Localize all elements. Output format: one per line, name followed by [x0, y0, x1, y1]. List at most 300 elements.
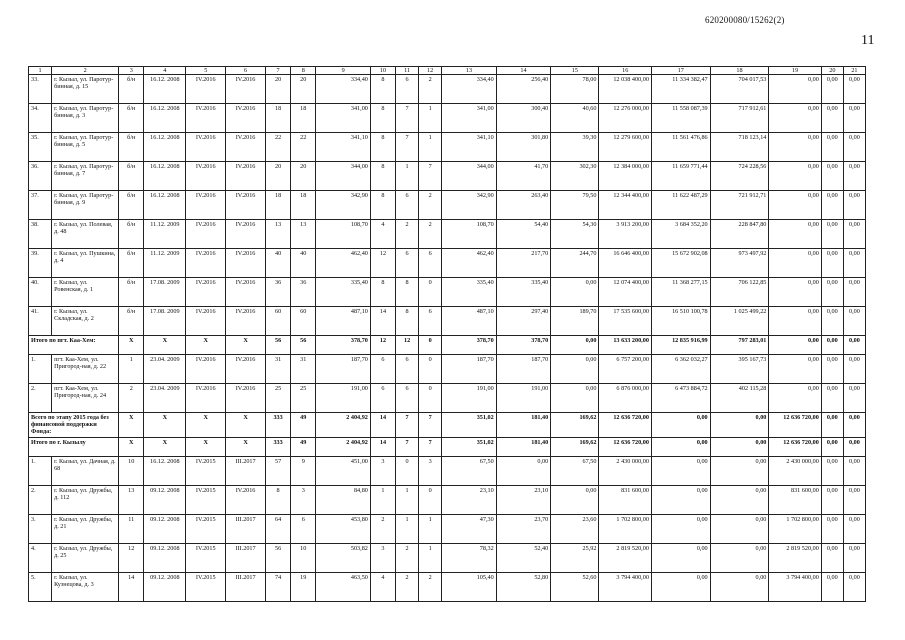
- table-cell: 12 384 000,00: [599, 162, 651, 191]
- table-cell: 191,00: [496, 384, 551, 413]
- table-cell: 18: [291, 191, 316, 220]
- table-cell: IV.2016: [186, 307, 226, 336]
- table-cell: пгт. Каа-Хем, ул. Пригород-ная, д. 22: [52, 355, 119, 384]
- table-cell: г. Кызыл, ул. Кузнецова, д. 3: [52, 572, 119, 601]
- table-cell: 40: [291, 249, 316, 278]
- table-cell: 302,30: [551, 162, 599, 191]
- table-cell: 503,82: [316, 543, 371, 572]
- table-cell: 0,00: [821, 249, 843, 278]
- table-cell: 0,00: [843, 104, 865, 133]
- table-cell: 4.: [29, 543, 52, 572]
- table-cell: 8: [396, 278, 419, 307]
- table-cell: 378,70: [442, 336, 497, 355]
- table-cell: 1: [396, 485, 419, 514]
- table-cell: 341,10: [442, 133, 497, 162]
- table-cell: 191,00: [442, 384, 497, 413]
- table-cell: 0,00: [821, 456, 843, 485]
- table-cell: 0,00: [769, 162, 821, 191]
- table-cell: 7: [396, 133, 419, 162]
- table-cell: IV.2016: [226, 307, 266, 336]
- table-cell: 79,50: [551, 191, 599, 220]
- table-cell: 0,00: [843, 514, 865, 543]
- table-cell: 0,00: [769, 278, 821, 307]
- table-cell: 11.12. 2009: [144, 220, 186, 249]
- table-cell: X: [119, 413, 144, 438]
- table-cell: г. Кызыл, ул. Дружбы, д. 25: [52, 543, 119, 572]
- table-cell: X: [119, 336, 144, 355]
- table-cell: 463,50: [316, 572, 371, 601]
- table-cell: 334,40: [316, 75, 371, 104]
- table-cell: 20: [266, 162, 291, 191]
- table-cell: 0,00: [843, 220, 865, 249]
- table-cell: IV.2016: [226, 162, 266, 191]
- table-cell: 1: [119, 355, 144, 384]
- table-cell: 187,70: [442, 355, 497, 384]
- table-cell: 12 074 400,00: [599, 278, 651, 307]
- table-cell: 11 558 087,39: [651, 104, 710, 133]
- table-cell: 23,60: [551, 514, 599, 543]
- table-cell: 6: [396, 384, 419, 413]
- table-cell: 1: [419, 133, 442, 162]
- table-cell: 1: [419, 514, 442, 543]
- table-cell: 52,80: [496, 572, 551, 601]
- table-cell: 0,00: [651, 514, 710, 543]
- table-cell: 462,40: [316, 249, 371, 278]
- table-cell: 10: [291, 543, 316, 572]
- total-row: [29, 336, 866, 355]
- table-cell: 12 835 916,99: [651, 336, 710, 355]
- table-cell: 8: [370, 162, 395, 191]
- table-cell: 23,10: [442, 485, 497, 514]
- table-cell: г. Кызыл, ул. Паротур-бинная, д. 15: [52, 75, 119, 104]
- table-cell: 74: [266, 572, 291, 601]
- table-cell: IV.2016: [226, 278, 266, 307]
- table-cell: 244,70: [551, 249, 599, 278]
- table-cell: 2 819 520,00: [769, 543, 821, 572]
- table-cell: 341,00: [442, 104, 497, 133]
- table-cell: 0,00: [651, 485, 710, 514]
- table-cell: 718 123,14: [710, 133, 769, 162]
- table-cell: X: [144, 437, 186, 456]
- table-cell: 2.: [29, 384, 52, 413]
- table-cell: 721 912,71: [710, 191, 769, 220]
- table-cell: 169,62: [551, 437, 599, 456]
- table-cell: 23,10: [496, 485, 551, 514]
- table-cell: 2 819 520,00: [599, 543, 651, 572]
- table-cell: 1.: [29, 355, 52, 384]
- table-cell: 36: [266, 278, 291, 307]
- table-cell: 23.04. 2009: [144, 355, 186, 384]
- table-cell: IV.2015: [186, 543, 226, 572]
- table-cell: X: [186, 413, 226, 438]
- table-cell: 1 702 800,00: [599, 514, 651, 543]
- table-cell: IV.2016: [226, 249, 266, 278]
- table-cell: IV.2016: [226, 485, 266, 514]
- table-cell: 0,00: [843, 336, 865, 355]
- table-cell: Итого по пгт. Каа-Хем:: [29, 336, 119, 355]
- table-cell: IV.2016: [226, 75, 266, 104]
- table-cell: 8: [370, 133, 395, 162]
- table-cell: 0,00: [821, 104, 843, 133]
- column-number: 4: [144, 67, 186, 75]
- table-cell: 1: [370, 485, 395, 514]
- table-cell: 40,60: [551, 104, 599, 133]
- table-cell: 12 276 000,00: [599, 104, 651, 133]
- table-cell: б/н: [119, 75, 144, 104]
- table-cell: 301,80: [496, 133, 551, 162]
- table-cell: 11 561 476,86: [651, 133, 710, 162]
- table-cell: 0,00: [843, 191, 865, 220]
- table-cell: 3 794 400,00: [599, 572, 651, 601]
- table-cell: 724 228,56: [710, 162, 769, 191]
- table-cell: X: [119, 437, 144, 456]
- table-cell: г. Кызыл, ул. Пушкина, д. 4: [52, 249, 119, 278]
- table-cell: 187,70: [316, 355, 371, 384]
- column-number: 3: [119, 67, 144, 75]
- table-cell: 831 600,00: [599, 485, 651, 514]
- table-cell: 0,00: [710, 514, 769, 543]
- table-cell: X: [186, 336, 226, 355]
- table-cell: 0,00: [821, 572, 843, 601]
- table-cell: 25: [291, 384, 316, 413]
- table-cell: 49: [291, 437, 316, 456]
- table-cell: 706 122,85: [710, 278, 769, 307]
- table-cell: 181,40: [496, 413, 551, 438]
- column-number: 16: [599, 67, 651, 75]
- table-cell: 12 636 720,00: [769, 413, 821, 438]
- table-cell: 462,40: [442, 249, 497, 278]
- table-cell: г. Кызыл, ул. Ровенская, д. 1: [52, 278, 119, 307]
- column-number: 8: [291, 67, 316, 75]
- table-cell: 54,40: [496, 220, 551, 249]
- table-cell: 6 757 200,00: [599, 355, 651, 384]
- table-cell: 15 672 902,08: [651, 249, 710, 278]
- table-cell: 2.: [29, 485, 52, 514]
- table-cell: 2 404,92: [316, 437, 371, 456]
- table-cell: IV.2015: [186, 514, 226, 543]
- table-cell: 13: [266, 220, 291, 249]
- table-cell: б/н: [119, 220, 144, 249]
- table-row: [29, 514, 866, 543]
- table-cell: 0,00: [551, 384, 599, 413]
- table-cell: г. Кызыл, ул. Паротур-бинная, д. 9: [52, 191, 119, 220]
- column-number: 6: [226, 67, 266, 75]
- table-cell: 3: [291, 485, 316, 514]
- table-cell: 0,00: [843, 249, 865, 278]
- table-cell: б/н: [119, 191, 144, 220]
- table-cell: 0: [419, 355, 442, 384]
- table-row: [29, 355, 866, 384]
- table-cell: IV.2016: [186, 220, 226, 249]
- table-row: [29, 384, 866, 413]
- table-cell: 34.: [29, 104, 52, 133]
- table-cell: III.2017: [226, 514, 266, 543]
- table-cell: 0,00: [710, 543, 769, 572]
- table-cell: 4: [370, 220, 395, 249]
- table-cell: 6: [419, 249, 442, 278]
- table-cell: IV.2016: [186, 355, 226, 384]
- table-cell: 22: [291, 133, 316, 162]
- table-cell: 0,00: [651, 437, 710, 456]
- table-cell: 6: [291, 514, 316, 543]
- column-number: 10: [370, 67, 395, 75]
- table-cell: 487,10: [316, 307, 371, 336]
- table-cell: 335,40: [496, 278, 551, 307]
- table-cell: 351,02: [442, 413, 497, 438]
- table-cell: 78,00: [551, 75, 599, 104]
- table-cell: 0,00: [843, 413, 865, 438]
- table-cell: 0,00: [769, 384, 821, 413]
- table-cell: 973 497,92: [710, 249, 769, 278]
- table-cell: 181,40: [496, 437, 551, 456]
- table-cell: 6: [396, 75, 419, 104]
- table-cell: 16.12. 2008: [144, 456, 186, 485]
- table-cell: 0,00: [821, 278, 843, 307]
- table-cell: 0,00: [821, 355, 843, 384]
- table-cell: 57: [266, 456, 291, 485]
- table-cell: 12 636 720,00: [599, 413, 651, 438]
- table-cell: 0,00: [769, 249, 821, 278]
- table-cell: 20: [266, 75, 291, 104]
- table-cell: 704 017,53: [710, 75, 769, 104]
- table-cell: 335,40: [442, 278, 497, 307]
- table-row: [29, 162, 866, 191]
- table-cell: 2 430 000,00: [769, 456, 821, 485]
- table-cell: 23,70: [496, 514, 551, 543]
- table-cell: 22: [266, 133, 291, 162]
- table-cell: 3: [370, 456, 395, 485]
- table-cell: 18: [266, 104, 291, 133]
- table-cell: 0,00: [769, 75, 821, 104]
- table-row: [29, 278, 866, 307]
- table-cell: 40.: [29, 278, 52, 307]
- table-cell: б/н: [119, 104, 144, 133]
- table-cell: 0,00: [651, 413, 710, 438]
- table-cell: 0: [396, 456, 419, 485]
- table-cell: IV.2016: [226, 104, 266, 133]
- table-cell: 2: [419, 220, 442, 249]
- table-cell: 105,40: [442, 572, 497, 601]
- table-cell: IV.2016: [186, 278, 226, 307]
- table-cell: 25,92: [551, 543, 599, 572]
- column-number: 9: [316, 67, 371, 75]
- table-cell: 0,00: [710, 413, 769, 438]
- table-cell: III.2017: [226, 572, 266, 601]
- table-cell: 7: [396, 413, 419, 438]
- table-cell: г. Кызыл, ул. Дачная, д. 68: [52, 456, 119, 485]
- table-cell: 52,60: [551, 572, 599, 601]
- table-cell: 0,00: [496, 456, 551, 485]
- table-cell: 341,00: [316, 104, 371, 133]
- table-cell: IV.2016: [186, 162, 226, 191]
- table-cell: пгт. Каа-Хем, ул. Пригород-ная, д. 24: [52, 384, 119, 413]
- table-row: [29, 220, 866, 249]
- column-number: 19: [769, 67, 821, 75]
- table-cell: 7: [419, 437, 442, 456]
- table-row: [29, 572, 866, 601]
- table-cell: 2 404,92: [316, 413, 371, 438]
- table-cell: 8: [266, 485, 291, 514]
- table-cell: б/н: [119, 162, 144, 191]
- table-cell: 17 535 600,00: [599, 307, 651, 336]
- table-cell: 378,70: [316, 336, 371, 355]
- table-cell: 09.12. 2008: [144, 543, 186, 572]
- table-cell: 10: [119, 456, 144, 485]
- table-cell: 0,00: [821, 133, 843, 162]
- table-cell: 3: [370, 543, 395, 572]
- column-number: 18: [710, 67, 769, 75]
- column-number: 13: [442, 67, 497, 75]
- table-cell: 12 636 720,00: [599, 437, 651, 456]
- table-cell: 11 368 277,15: [651, 278, 710, 307]
- table-cell: 335,40: [316, 278, 371, 307]
- table-cell: 36: [291, 278, 316, 307]
- table-cell: г. Кызыл, ул. Дружбы, д. 112: [52, 485, 119, 514]
- table-cell: 0,00: [821, 336, 843, 355]
- table-cell: 0,00: [551, 485, 599, 514]
- table-cell: 333: [266, 413, 291, 438]
- table-cell: 39,30: [551, 133, 599, 162]
- table-cell: 56: [266, 336, 291, 355]
- table-cell: 11: [119, 514, 144, 543]
- table-cell: 13: [291, 220, 316, 249]
- table-cell: 25: [266, 384, 291, 413]
- table-cell: 217,70: [496, 249, 551, 278]
- table-row: [29, 191, 866, 220]
- table-cell: X: [226, 336, 266, 355]
- table-cell: X: [226, 437, 266, 456]
- table-cell: IV.2016: [186, 75, 226, 104]
- table-cell: г. Кызыл, ул. Дружбы, д. 21: [52, 514, 119, 543]
- table-cell: 60: [291, 307, 316, 336]
- table-row: [29, 485, 866, 514]
- table-cell: 0: [419, 278, 442, 307]
- table-cell: 19: [291, 572, 316, 601]
- table-cell: 0,00: [821, 437, 843, 456]
- table-cell: 16.12. 2008: [144, 162, 186, 191]
- table-cell: 18: [266, 191, 291, 220]
- table-cell: 20: [291, 75, 316, 104]
- table-cell: 49: [291, 413, 316, 438]
- table-cell: 1: [396, 514, 419, 543]
- table-cell: 0,00: [843, 278, 865, 307]
- table-cell: IV.2016: [186, 191, 226, 220]
- table-cell: 84,80: [316, 485, 371, 514]
- table-cell: IV.2016: [226, 355, 266, 384]
- table-cell: 0,00: [843, 384, 865, 413]
- table-row: [29, 249, 866, 278]
- column-number: 21: [843, 67, 865, 75]
- table-cell: 18: [291, 104, 316, 133]
- table-cell: IV.2015: [186, 456, 226, 485]
- document-code: 620200080/15262(2): [705, 15, 785, 25]
- table-cell: 300,40: [496, 104, 551, 133]
- table-cell: IV.2016: [226, 384, 266, 413]
- table-cell: 11 659 771,44: [651, 162, 710, 191]
- table-cell: 4: [370, 572, 395, 601]
- table-cell: г. Кызыл, ул. Полевая, д. 48: [52, 220, 119, 249]
- table-cell: 0,00: [551, 278, 599, 307]
- column-number: 12: [419, 67, 442, 75]
- table-cell: 14: [370, 437, 395, 456]
- table-cell: 11 334 382,47: [651, 75, 710, 104]
- table-cell: 8: [370, 278, 395, 307]
- table-cell: 0,00: [651, 456, 710, 485]
- table-cell: 1: [396, 162, 419, 191]
- table-cell: 6: [419, 307, 442, 336]
- table-cell: 6: [370, 384, 395, 413]
- table-cell: 6 876 000,00: [599, 384, 651, 413]
- table-cell: Итого по г. Кызылу: [29, 437, 119, 456]
- table-cell: 0,00: [821, 413, 843, 438]
- table-cell: 451,00: [316, 456, 371, 485]
- table-cell: 1: [419, 104, 442, 133]
- table-cell: 228 847,80: [710, 220, 769, 249]
- table-cell: 378,70: [496, 336, 551, 355]
- column-number: 11: [396, 67, 419, 75]
- table-cell: 5.: [29, 572, 52, 601]
- column-number: 5: [186, 67, 226, 75]
- table-cell: 108,70: [442, 220, 497, 249]
- table-cell: 52,40: [496, 543, 551, 572]
- table-cell: IV.2016: [186, 384, 226, 413]
- table-cell: 11 622 487,29: [651, 191, 710, 220]
- column-number: 2: [52, 67, 119, 75]
- table-cell: 0,00: [769, 133, 821, 162]
- table-cell: 189,70: [551, 307, 599, 336]
- table-cell: 12: [370, 249, 395, 278]
- table-cell: 12 344 400,00: [599, 191, 651, 220]
- table-cell: 0,00: [843, 307, 865, 336]
- table-cell: 54,30: [551, 220, 599, 249]
- column-number: 17: [651, 67, 710, 75]
- table-cell: 344,00: [316, 162, 371, 191]
- table-cell: 78,32: [442, 543, 497, 572]
- table-cell: 47,30: [442, 514, 497, 543]
- table-cell: 0,00: [769, 104, 821, 133]
- table-cell: 14: [370, 413, 395, 438]
- table-cell: 12 636 720,00: [769, 437, 821, 456]
- table-cell: 0,00: [821, 162, 843, 191]
- table-cell: 6 473 884,72: [651, 384, 710, 413]
- table-cell: 16 646 400,00: [599, 249, 651, 278]
- table-cell: 0,00: [843, 355, 865, 384]
- table-row: [29, 456, 866, 485]
- table-row: [29, 104, 866, 133]
- table-cell: б/н: [119, 249, 144, 278]
- table-cell: 0: [419, 485, 442, 514]
- table-cell: 0,00: [843, 133, 865, 162]
- table-cell: 344,00: [442, 162, 497, 191]
- table-cell: 0,00: [769, 191, 821, 220]
- table-cell: 3 913 200,00: [599, 220, 651, 249]
- table-cell: б/н: [119, 133, 144, 162]
- total-row: [29, 437, 866, 456]
- table-cell: 0,00: [821, 384, 843, 413]
- table-cell: 0,00: [551, 355, 599, 384]
- table-cell: 2: [396, 220, 419, 249]
- table-cell: 487,10: [442, 307, 497, 336]
- table-cell: 7: [419, 413, 442, 438]
- table-row: [29, 133, 866, 162]
- table-cell: 60: [266, 307, 291, 336]
- table-cell: 67,50: [551, 456, 599, 485]
- table-cell: 09.12. 2008: [144, 485, 186, 514]
- table-cell: IV.2016: [186, 249, 226, 278]
- table-cell: 0,00: [769, 307, 821, 336]
- table-cell: 12 038 400,00: [599, 75, 651, 104]
- table-row: [29, 75, 866, 104]
